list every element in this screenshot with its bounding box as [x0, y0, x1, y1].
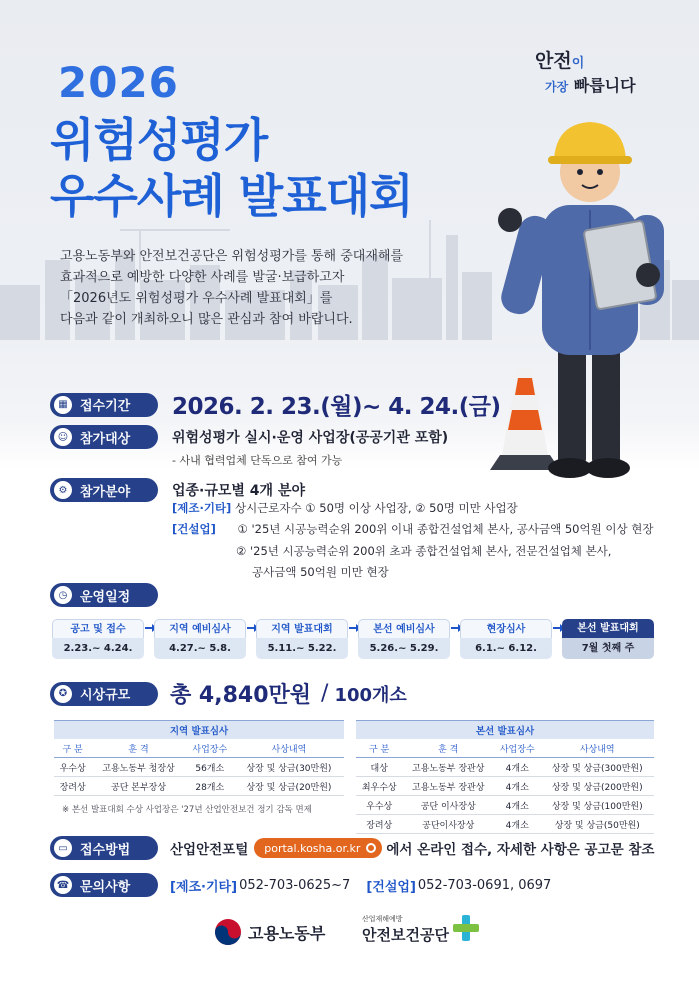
safety-worker-illustration — [470, 110, 690, 490]
schedule-step-name: 지역 예비심사 — [154, 619, 246, 638]
regional-award-table — [54, 720, 344, 796]
prize-total: 총 4,840만원 — [170, 683, 312, 708]
kosha-name: 안전보건공단 — [362, 926, 449, 944]
column-header: 훈 격 — [91, 739, 186, 758]
table-cell: 28개소 — [186, 777, 234, 796]
contact-tag: [제조·기타] — [170, 879, 238, 895]
schedule-step-name: 지역 발표대회 — [256, 619, 348, 638]
monitor-icon: ▭ — [54, 839, 72, 857]
participants-label — [50, 425, 158, 449]
schedule-step — [154, 619, 246, 659]
moel-name: 고용노동부 — [248, 923, 326, 943]
schedule-step — [460, 619, 552, 659]
table-row — [356, 777, 654, 796]
table-cell: 상장 및 상금(50만원) — [540, 815, 654, 834]
schedule-step-date: 5.26.~ 5.29. — [369, 643, 439, 654]
table-cell: 56개소 — [186, 758, 234, 777]
category-text: ① '25년 시공능력순위 200위 이내 종합건설업체 본사, 공사금액 50억원 이상 현장 — [237, 522, 654, 536]
table-cell: 4개소 — [494, 777, 540, 796]
table-cell: 상장 및 상금(200만원) — [540, 777, 654, 796]
contact-label — [50, 873, 158, 897]
category-text: ② '25년 시공능력순위 200위 초과 종합건설업체 본사, 전문건설업체 본사, — [236, 544, 612, 558]
kosha-subtitle: 산업재해예방 — [362, 915, 403, 923]
label-text: 운영일정 — [80, 589, 131, 605]
column-header: 구 분 — [54, 739, 91, 758]
event-year: 2026 — [58, 58, 179, 107]
portal-url: portal.kosha.or.kr — [264, 841, 361, 855]
portal-link[interactable] — [254, 838, 382, 858]
schedule-step-date: 6.1.~ 6.12. — [475, 643, 537, 654]
intro-text — [60, 246, 500, 330]
clock-icon: ◷ — [54, 586, 72, 604]
column-header: 훈 격 — [402, 739, 494, 758]
table-cell: 최우수상 — [356, 777, 402, 796]
table-cell: 4개소 — [494, 758, 540, 777]
headset-icon: ☎ — [54, 876, 72, 894]
table-cell: 우수상 — [54, 758, 91, 777]
table-row — [356, 796, 654, 815]
table-row — [356, 758, 654, 777]
category-construction — [172, 519, 653, 539]
kosha-logo — [362, 914, 479, 945]
contact-phone: 052-703-0625~7 — [239, 877, 351, 893]
table-cell: 공단 본부장상 — [91, 777, 186, 796]
application-method-row — [50, 836, 654, 860]
schedule-step — [358, 619, 450, 659]
table-row — [54, 758, 344, 777]
category-value: 업종·규모별 4개 분야 — [172, 483, 305, 499]
schedule-step-name: 본선 예비심사 — [358, 619, 450, 638]
label-text: 문의사항 — [80, 879, 131, 895]
schedule-step-date: 7월 첫째 주 — [581, 643, 635, 654]
table-cell: 고용노동부 장관상 — [402, 758, 494, 777]
slogan-word: 가장 — [545, 80, 569, 94]
schedule-step-name: 공고 및 접수 — [52, 619, 144, 638]
prize-row — [50, 678, 407, 709]
schedule-step — [562, 619, 654, 659]
table-cell: 공단이사장상 — [402, 815, 494, 834]
schedule-row — [50, 583, 158, 607]
table-cell: 장려상 — [356, 815, 402, 834]
prize-label — [50, 682, 158, 706]
calendar-icon: ▦ — [54, 396, 72, 414]
label-text: 접수기간 — [80, 399, 131, 414]
intro-line: 효과적으로 예방한 다양한 사례를 발굴·보급하고자 — [60, 270, 345, 285]
person-icon: ☺ — [54, 428, 72, 446]
prize-count: 100개소 — [334, 684, 407, 706]
method-suffix: 에서 온라인 접수, 자세한 사항은 공고문 참조 — [386, 842, 655, 858]
gear-icon: ⚙ — [54, 481, 72, 499]
schedule-step-date: 5.11.~ 5.22. — [267, 643, 337, 654]
prize-note: ※ 본선 발표대회 수상 사업장은 '27년 산업안전보건 정기 감독 면제 — [62, 805, 312, 815]
table-cell: 공단 이사장상 — [402, 796, 494, 815]
contact-row — [50, 873, 551, 897]
schedule-step — [256, 619, 348, 659]
label-text: 시상규모 — [80, 688, 131, 703]
column-header: 사업장수 — [186, 739, 234, 758]
participants-row — [50, 425, 448, 449]
medal-icon: ✪ — [54, 685, 72, 703]
application-method-label — [50, 836, 158, 860]
prize-separator: / — [321, 681, 329, 706]
table-cell: 고용노동부 청장상 — [91, 758, 186, 777]
taegeuk-icon — [214, 918, 242, 946]
intro-line: 「2026년도 위험성평가 우수사례 발표대회」를 — [60, 291, 333, 306]
contact-phone: 052-703-0691, 0697 — [417, 877, 552, 893]
table-row — [356, 815, 654, 834]
table-caption: 지역 발표심사 — [54, 721, 344, 740]
schedule-timeline — [52, 619, 656, 659]
table-cell: 4개소 — [494, 796, 540, 815]
table-cell: 대상 — [356, 758, 402, 777]
category-text: 상시근로자수 ① 50명 이상 사업장, ② 50명 미만 사업장 — [234, 501, 518, 515]
column-header: 구 분 — [356, 739, 402, 758]
schedule-step-date: 2.23.~ 4.24. — [63, 643, 133, 654]
label-text: 참가분야 — [80, 484, 131, 500]
category-manufacturing — [172, 498, 518, 518]
label-text: 접수방법 — [80, 842, 131, 858]
category-label — [50, 478, 158, 502]
category-tag: [제조·기타] — [172, 501, 232, 515]
slogan-word: 안전 — [535, 50, 572, 72]
column-header: 사상내역 — [540, 739, 654, 758]
participants-value: 위험성평가 실시·운영 사업장(공공기관 포함) — [172, 430, 449, 446]
column-header: 사업장수 — [494, 739, 540, 758]
event-title-line: 위험성평가 — [50, 113, 268, 167]
search-icon — [366, 843, 376, 853]
application-period-value: 2026. 2. 23.(월)~ 4. 24.(금) — [172, 394, 501, 420]
event-title-line: 우수사례 발표대회 — [50, 169, 413, 223]
table-cell: 상장 및 상금(30만원) — [234, 758, 344, 777]
contact-tag: [건설업] — [366, 879, 416, 895]
label-text: 참가대상 — [80, 431, 131, 447]
table-caption: 본선 발표심사 — [356, 721, 654, 740]
application-period-row — [50, 388, 501, 421]
table-cell: 우수상 — [356, 796, 402, 815]
schedule-label — [50, 583, 158, 607]
table-cell: 4개소 — [494, 815, 540, 834]
table-cell: 상장 및 상금(20만원) — [234, 777, 344, 796]
schedule-step — [52, 619, 144, 659]
moel-logo — [214, 918, 325, 946]
intro-line: 고용노동부와 안전보건공단은 위험성평가를 통해 중대재해를 — [60, 249, 404, 264]
table-cell: 상장 및 상금(300만원) — [540, 758, 654, 777]
method-prefix: 산업안전포털 — [170, 842, 249, 858]
slogan-word: 빠릅니다 — [573, 76, 636, 95]
table-cell: 상장 및 상금(100만원) — [540, 796, 654, 815]
table-row — [54, 777, 344, 796]
category-text: 공사금액 50억원 미만 현장 — [252, 565, 389, 579]
schedule-step-name: 본선 발표대회 — [562, 619, 654, 638]
intro-line: 다음과 같이 개최하오니 많은 관심과 참여 바랍니다. — [60, 312, 353, 327]
schedule-step-name: 현장심사 — [460, 619, 552, 638]
slogan — [535, 46, 675, 96]
table-cell: 장려상 — [54, 777, 91, 796]
application-period-label — [50, 393, 158, 417]
event-title — [50, 112, 413, 224]
column-header: 사상내역 — [234, 739, 344, 758]
final-award-table — [356, 720, 654, 834]
participants-note: - 사내 협력업체 단독으로 참여 가능 — [172, 454, 343, 467]
schedule-step-date: 4.27.~ 5.8. — [169, 643, 231, 654]
slogan-particle: 이 — [571, 56, 585, 71]
kosha-cross-icon — [453, 915, 479, 941]
category-tag: [건설업] — [172, 522, 216, 536]
table-cell: 고용노동부 장관상 — [402, 777, 494, 796]
